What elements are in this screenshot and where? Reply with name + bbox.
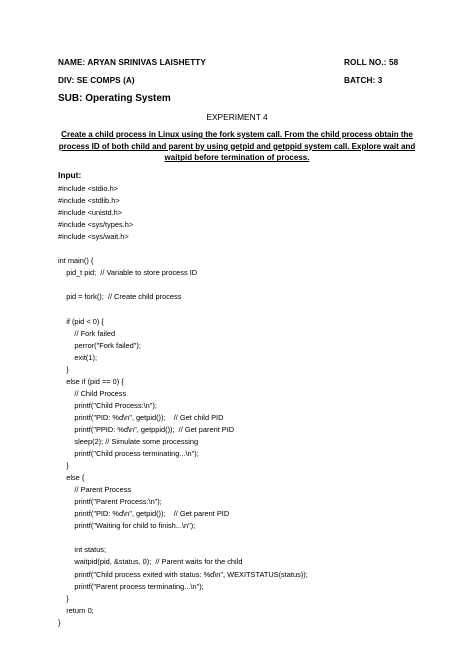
subject-heading: SUB: Operating System xyxy=(58,93,171,104)
code-line: } xyxy=(58,593,69,603)
experiment-title: EXPERIMENT 4 xyxy=(206,112,268,122)
code-line: #include <stdio.h> xyxy=(58,184,118,193)
code-line: int status; xyxy=(58,545,107,555)
code-line: perror("Fork failed"); xyxy=(58,340,141,350)
code-line: printf("Child process exited with status: %d\n", WEXITSTATUS(status)); xyxy=(58,569,308,579)
roll-number: ROLL NO.: 58 xyxy=(344,58,399,67)
code-line: else { xyxy=(58,473,85,483)
code-line xyxy=(58,279,308,291)
division: DIV: SE COMPS (A) xyxy=(58,76,135,85)
code-line: #include <sys/wait.h> xyxy=(58,232,129,242)
code-line: // Fork failed xyxy=(58,328,116,338)
batch: BATCH: 3 xyxy=(344,76,383,85)
code-line xyxy=(58,243,308,255)
code-line: printf("Parent process terminating...\n"); xyxy=(58,581,204,591)
code-line: // Parent Process xyxy=(58,485,132,495)
code-line: #include <unistd.h> xyxy=(58,208,123,218)
code-block xyxy=(58,183,308,629)
code-line: printf("Waiting for child to finish...\n"); xyxy=(58,521,196,531)
code-line: #include <stdlib.h> xyxy=(58,196,120,206)
code-line: } xyxy=(58,364,69,374)
code-line: pid = fork(); // Create child process xyxy=(58,292,182,302)
code-line: } xyxy=(58,617,61,627)
code-line: else if (pid == 0) { xyxy=(58,376,124,386)
code-line: printf("PID: %d\n", getpid()); // Get parent PID xyxy=(58,509,230,519)
code-line xyxy=(58,303,308,315)
code-line: printf("PPID: %d\n", getppid()); // Get parent PID xyxy=(58,424,235,434)
code-line: return 0; xyxy=(58,605,94,615)
code-line: int main() { xyxy=(58,256,94,266)
code-line xyxy=(58,532,308,544)
code-line: pid_t pid; // Variable to store process ID xyxy=(58,268,198,278)
aim-statement: Create a child process in Linux using the fork system call. From the child process obtain the process ID of both child and parent by using getpid and getppid system call. Explore wait and waitpid before termination of process. xyxy=(58,130,416,163)
code-line: #include <sys/types.h> xyxy=(58,220,134,230)
input-label: Input: xyxy=(58,170,82,180)
code-line: sleep(2); // Simulate some processing xyxy=(58,436,199,446)
code-line: // Child Process xyxy=(58,388,127,398)
code-line: waitpid(pid, &status, 0); // Parent waits for the child xyxy=(58,557,243,567)
code-line: printf("PID: %d\n", getpid()); // Get child PID xyxy=(58,412,224,422)
code-line: exit(1); xyxy=(58,352,98,362)
code-line: } xyxy=(58,461,69,471)
student-name: NAME: ARYAN SRINIVAS LAISHETTY xyxy=(58,58,206,67)
code-line: if (pid < 0) { xyxy=(58,316,104,326)
code-line: printf("Parent Process:\n"); xyxy=(58,497,162,507)
code-line: printf("Child Process:\n"); xyxy=(58,400,157,410)
code-line: printf("Child process terminating...\n"); xyxy=(58,449,199,459)
